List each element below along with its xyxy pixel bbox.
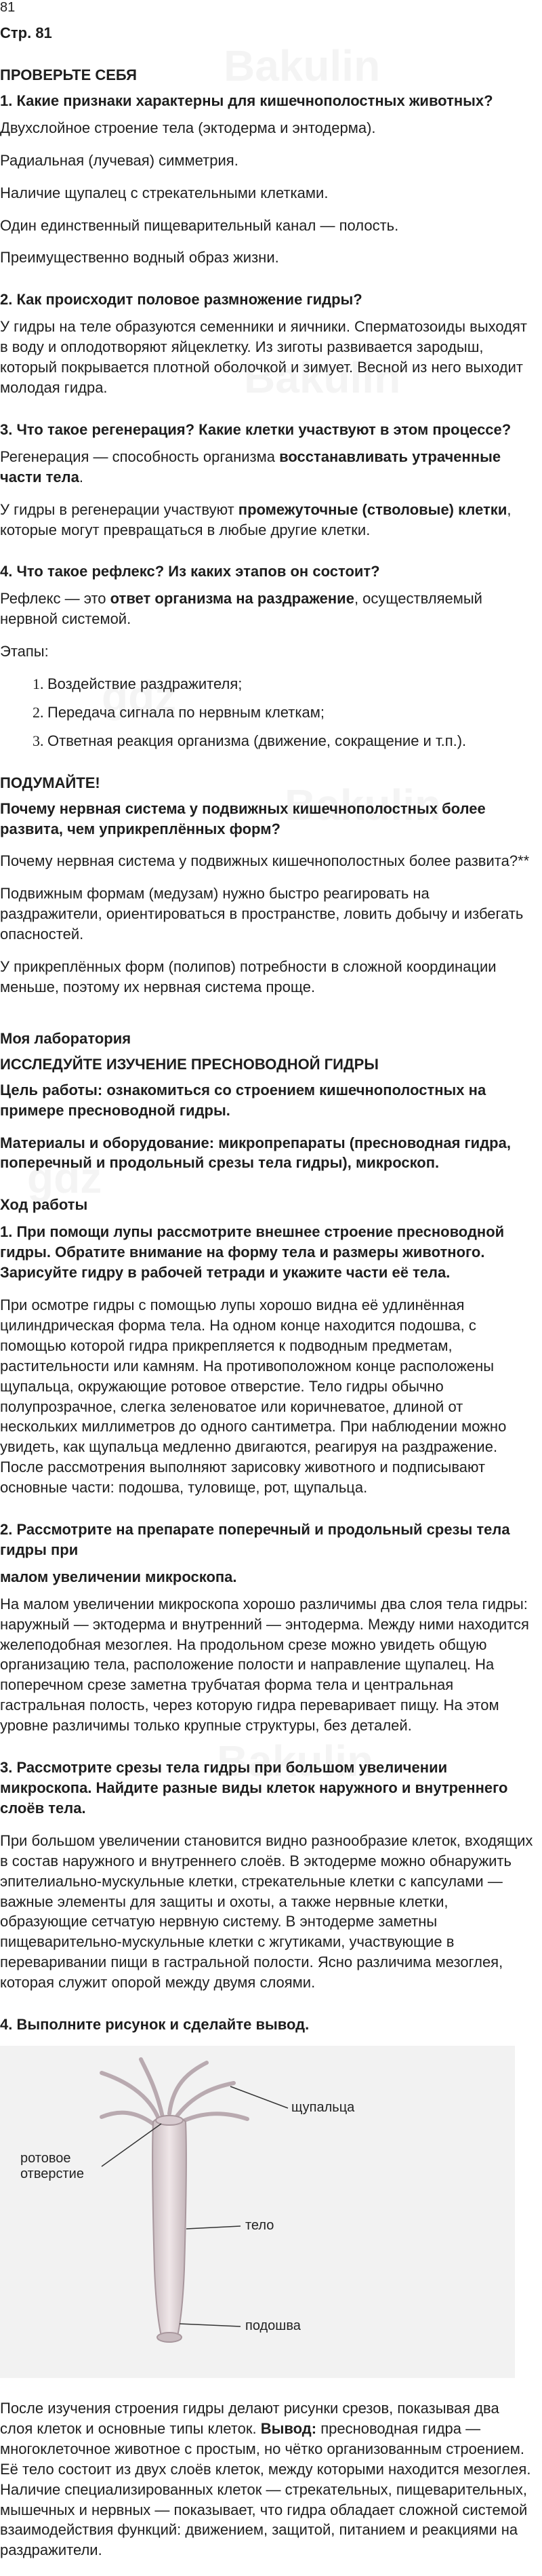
list-item: 3. Ответная реакция организма (движение, сокращение и т.п.). xyxy=(47,731,535,751)
lab-goal: Цель работы: ознакомиться со строением кишечнополостных на примере пресноводной гидры. xyxy=(0,1081,486,1119)
main-content xyxy=(0,65,535,2573)
stages-label: Этапы: xyxy=(0,643,49,660)
question-3-title: 3. Что такое регенерация? Какие клетки участвуют в этом процессе? xyxy=(0,420,512,438)
page-number: 81 xyxy=(0,0,16,15)
think-question-repeat: Почему нервная система у подвижных кишечнополостных более развита?** xyxy=(0,852,530,870)
answer-item: Двухслойное строение тела (эктодерма и энтодерма). xyxy=(0,119,376,136)
list-item: 2. Передача сигнала по нервным клеткам; xyxy=(47,702,535,723)
list-item: 1. Воздействие раздражителя; xyxy=(47,674,535,694)
lab-header: Моя лаборатория xyxy=(0,1029,131,1047)
step-4-title: 4. Выполните рисунок и сделайте вывод. xyxy=(0,2016,310,2034)
answer-item: Преимущественно водный образ жизни. xyxy=(0,249,279,266)
question-3-answer-1: Регенерация — способность организма восстанавливать утраченные части тела. xyxy=(0,448,501,486)
step-1-title: 1. При помощи лупы рассмотрите внешнее строение пресноводной гидры. Обратите внимание на форму тела и размеры животного. Зарисуйте гидру в рабочей тетради и укажите части её тела. xyxy=(0,1223,505,1282)
section-header-check: ПРОВЕРЬТЕ СЕБЯ xyxy=(0,66,137,83)
lab-progress-title: Ход работы xyxy=(0,1196,88,1214)
think-answer-1: Подвижным формам (медузам) нужно быстро реагировать на раздражители, ориентироваться в пространстве, ловить добычу и избегать опасностей. xyxy=(0,885,524,943)
step-3-text: При большом увеличении становится видно разнообразие клеток, входящих в состав наружного и внутреннего слоёв. В эктодерме можно обнаружить эпителиально-мускульные клетки, стрекательные клетки с капсулами — важные элементы для защиты и охоты, а также нервные клетки, образующие сетчатую нервную систему. В энтодерме заметны пищеварительно-мускульные клетки с жгутиками, участвующие в переваривании пищи в гастральной полости. Ясно различима мезоглея, которая служит опорой между двумя слоями. xyxy=(0,1831,533,1992)
sole-shape xyxy=(157,2333,182,2342)
answer-item: Радиальная (лучевая) симметрия. xyxy=(0,151,238,169)
page-title: Стр. 81 xyxy=(0,24,52,41)
question-4-title: 4. Что такое рефлекс? Из каких этапов он состоит? xyxy=(0,563,380,580)
step-1-text: При осмотре гидры с помощью лупы хорошо видна её удлинённая цилиндрическая форма тела. На одном конце находится подошва, с помощью которой гидра прикрепляется к подводным предметам, растительности или камням. На противоположном конце расположены щупальца, окружающие ротовое отверстие. Тело гидры обычно полупрозрачное, слегка зеленоватое или коричневатое, длиной от нескольких миллиметров до одного сантиметра. При наблюдении можно увидеть, как щупальца медленно двигаются, реагируя на раздражение. После рассмотрения выполняют зарисовку животного и подписывают основные части: подошва, туловище, рот, щупальца. xyxy=(0,1296,507,1497)
question-4-answer: Рефлекс — это ответ организма на раздражение, осуществляемый нервной системой. xyxy=(0,590,482,628)
conclusion-text: После изучения строения гидры делают рисунки срезов, показывая два слоя клеток и основные типы клеток. Вывод: пресноводная гидра — многоклеточное животное с простым, но чётко организованным строением. Её тело состоит из двух слоёв клеток, между которыми находится мезоглея. Наличие специализированных клеток — стрекательных, пищеварительных, мышечных и нервных — показывает, что гидра обладает сложной системой взаимодействия функций: движением, защитой, питанием и реакциями на раздражители. xyxy=(0,2399,531,2559)
lab-materials: Материалы и оборудование: микропрепараты (пресноводная гидра, поперечный и продольный срезы тела гидры), микроскоп. xyxy=(0,1134,511,1172)
think-question: Почему нервная система у подвижных кишечнополостных более развита, чем уприкреплённых форм? xyxy=(0,799,486,837)
step-3-title: 3. Рассмотрите срезы тела гидры при большом увеличении микроскопа. Найдите разные виды клеток наружного и внутреннего слоёв тела. xyxy=(0,1759,508,1817)
step-2-text: На малом увеличении микроскопа хорошо различимы два слоя тела гидры: наружный — эктодерма и внутренний — энтодерма. Между ними находится желеподобная мезоглея. На продольном срезе можно увидеть общую организацию тела, расположение полости и направление щупалец. На поперечном срезе заметна трубчатая форма тела и центральная гастральная полость, через которую гидра переваривает пищу. На этом уровне различимы только крупные структуры, без деталей. xyxy=(0,1595,529,1735)
label-sole: подошва xyxy=(245,2318,301,2333)
question-1-title: 1. Какие признаки характерны для кишечнополостных животных? xyxy=(0,92,493,109)
step-2-title-cont: малом увеличении микроскопа. xyxy=(0,1568,237,1585)
label-mouth: ротовое отверстие xyxy=(20,2150,84,2181)
mouth-shape xyxy=(156,2116,183,2125)
step-2-title: 2. Рассмотрите на препарате поперечный и продольный срезы тела гидры при xyxy=(0,1521,510,1558)
question-2-answer: У гидры на теле образуются семенники и яичники. Сперматозоиды выходят в воду и оплодотворяют яйцеклетку. Из зиготы развивается зародыш, который покрывается плотной оболочкой и зимует. Весной из него выходит молодая гидра. xyxy=(0,318,527,396)
lab-subheader: ИССЛЕДУЙТЕ ИЗУЧЕНИЕ ПРЕСНОВОДНОЙ ГИДРЫ xyxy=(0,1055,379,1073)
hydra-body-shape xyxy=(152,2116,186,2336)
reflex-stages-list xyxy=(0,674,535,751)
question-2-title: 2. Как происходит половое размножение гидры? xyxy=(0,291,362,309)
think-answer-2: У прикреплённых форм (полипов) потребности в сложной координации меньше, поэтому их нервная система проще. xyxy=(0,958,497,995)
answer-item: Один единственный пищеварительный канал — полость. xyxy=(0,216,399,234)
label-body: тело xyxy=(245,2217,274,2233)
hydra-drawing xyxy=(0,2046,515,2378)
question-3-answer-2: У гидры в регенерации участвуют промежуточные (стволовые) клетки, которые могут превращаться в любые другие клетки. xyxy=(0,500,512,538)
section-header-think: ПОДУМАЙТЕ! xyxy=(0,774,100,791)
label-tentacles: щупальца xyxy=(291,2099,355,2115)
label-lines xyxy=(102,2086,288,2326)
answer-item: Наличие щупалец с стрекательными клетками. xyxy=(0,184,329,201)
